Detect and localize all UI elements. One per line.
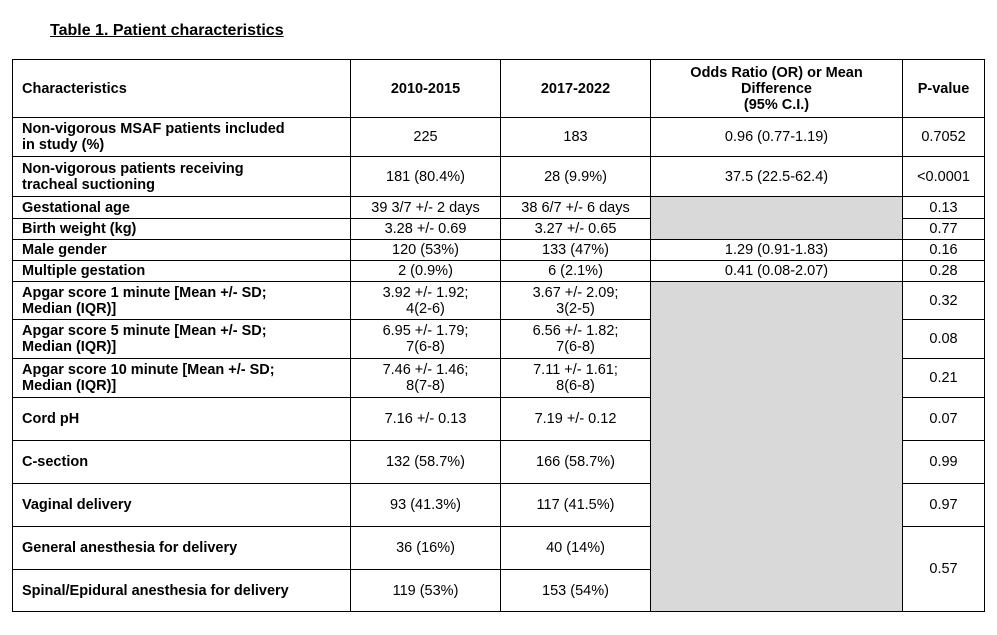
row-label: Spinal/Epidural anesthesia for delivery bbox=[13, 570, 351, 612]
table-title: Table 1. Patient characteristics bbox=[50, 22, 284, 39]
row-label: Vaginal delivery bbox=[13, 484, 351, 527]
cell-2010-2015: 7.16 +/- 0.13 bbox=[351, 398, 501, 441]
header-odds-ratio bbox=[651, 60, 903, 118]
cell-2010-2015: 132 (58.7%) bbox=[351, 441, 501, 484]
cell-pvalue: 0.57 bbox=[903, 527, 985, 612]
cell-2010-2015: 36 (16%) bbox=[351, 527, 501, 570]
cell-pvalue: 0.08 bbox=[903, 320, 985, 359]
table-row bbox=[13, 282, 985, 320]
header-or-line1: Odds Ratio (OR) or Mean bbox=[690, 64, 863, 81]
cell-2010-2015: 181 (80.4%) bbox=[351, 157, 501, 197]
cell-odds-ratio: 37.5 (22.5-62.4) bbox=[651, 157, 903, 197]
header-or-line3: (95% C.I.) bbox=[743, 96, 810, 113]
cell-2010-2015: 3.28 +/- 0.69 bbox=[351, 219, 501, 240]
cell-2010-2015: 39 3/7 +/- 2 days bbox=[351, 197, 501, 219]
table-row bbox=[13, 157, 985, 197]
cell-odds-ratio-empty bbox=[651, 197, 903, 240]
cell-2010-2015: 6.95 +/- 1.79; 7(6-8) bbox=[351, 320, 501, 359]
cell-2017-2022: 7.11 +/- 1.61; 8(6-8) bbox=[501, 359, 651, 398]
cell-2017-2022: 133 (47%) bbox=[501, 240, 651, 261]
row-label: Birth weight (kg) bbox=[13, 219, 351, 240]
row-label: Gestational age bbox=[13, 197, 351, 219]
cell-pvalue: 0.28 bbox=[903, 261, 985, 282]
header-or-line2: Difference bbox=[741, 80, 812, 97]
cell-2017-2022: 7.19 +/- 0.12 bbox=[501, 398, 651, 441]
row-label: Non-vigorous MSAF patients included in study (%) bbox=[13, 118, 351, 157]
cell-pvalue: 0.13 bbox=[903, 197, 985, 219]
cell-pvalue: 0.21 bbox=[903, 359, 985, 398]
patient-characteristics-table bbox=[12, 59, 985, 612]
cell-odds-ratio: 0.41 (0.08-2.07) bbox=[651, 261, 903, 282]
row-label: Non-vigorous patients receiving tracheal suctioning bbox=[13, 157, 351, 197]
cell-2010-2015: 119 (53%) bbox=[351, 570, 501, 612]
cell-2017-2022: 40 (14%) bbox=[501, 527, 651, 570]
cell-2017-2022: 28 (9.9%) bbox=[501, 157, 651, 197]
header-row bbox=[13, 60, 985, 118]
header-characteristics: Characteristics bbox=[13, 60, 351, 118]
row-label: Cord pH bbox=[13, 398, 351, 441]
cell-odds-ratio: 1.29 (0.91-1.83) bbox=[651, 240, 903, 261]
cell-pvalue: 0.07 bbox=[903, 398, 985, 441]
cell-pvalue: <0.0001 bbox=[903, 157, 985, 197]
cell-2017-2022: 3.27 +/- 0.65 bbox=[501, 219, 651, 240]
cell-2017-2022: 6.56 +/- 1.82; 7(6-8) bbox=[501, 320, 651, 359]
header-pvalue: P-value bbox=[903, 60, 985, 118]
row-label: General anesthesia for delivery bbox=[13, 527, 351, 570]
cell-pvalue: 0.16 bbox=[903, 240, 985, 261]
header-period-2017-2022: 2017-2022 bbox=[501, 60, 651, 118]
cell-2017-2022: 183 bbox=[501, 118, 651, 157]
row-label: Multiple gestation bbox=[13, 261, 351, 282]
table-row bbox=[13, 118, 985, 157]
cell-2017-2022: 3.67 +/- 2.09; 3(2-5) bbox=[501, 282, 651, 320]
table-row bbox=[13, 240, 985, 261]
row-label: Male gender bbox=[13, 240, 351, 261]
cell-2017-2022: 166 (58.7%) bbox=[501, 441, 651, 484]
row-label: Apgar score 5 minute [Mean +/- SD; Median (IQR)] bbox=[13, 320, 351, 359]
cell-pvalue: 0.97 bbox=[903, 484, 985, 527]
cell-odds-ratio-empty bbox=[651, 282, 903, 612]
cell-2010-2015: 120 (53%) bbox=[351, 240, 501, 261]
header-period-2010-2015: 2010-2015 bbox=[351, 60, 501, 118]
cell-2010-2015: 225 bbox=[351, 118, 501, 157]
table-row bbox=[13, 197, 985, 219]
cell-2017-2022: 6 (2.1%) bbox=[501, 261, 651, 282]
cell-2010-2015: 7.46 +/- 1.46; 8(7-8) bbox=[351, 359, 501, 398]
table-row bbox=[13, 261, 985, 282]
cell-2010-2015: 93 (41.3%) bbox=[351, 484, 501, 527]
cell-odds-ratio: 0.96 (0.77-1.19) bbox=[651, 118, 903, 157]
cell-2017-2022: 153 (54%) bbox=[501, 570, 651, 612]
cell-2010-2015: 2 (0.9%) bbox=[351, 261, 501, 282]
row-label: Apgar score 1 minute [Mean +/- SD; Median (IQR)] bbox=[13, 282, 351, 320]
row-label: Apgar score 10 minute [Mean +/- SD; Median (IQR)] bbox=[13, 359, 351, 398]
cell-pvalue: 0.32 bbox=[903, 282, 985, 320]
cell-2010-2015: 3.92 +/- 1.92; 4(2-6) bbox=[351, 282, 501, 320]
cell-pvalue: 0.7052 bbox=[903, 118, 985, 157]
cell-2017-2022: 117 (41.5%) bbox=[501, 484, 651, 527]
cell-pvalue: 0.99 bbox=[903, 441, 985, 484]
cell-pvalue: 0.77 bbox=[903, 219, 985, 240]
cell-2017-2022: 38 6/7 +/- 6 days bbox=[501, 197, 651, 219]
row-label: C-section bbox=[13, 441, 351, 484]
